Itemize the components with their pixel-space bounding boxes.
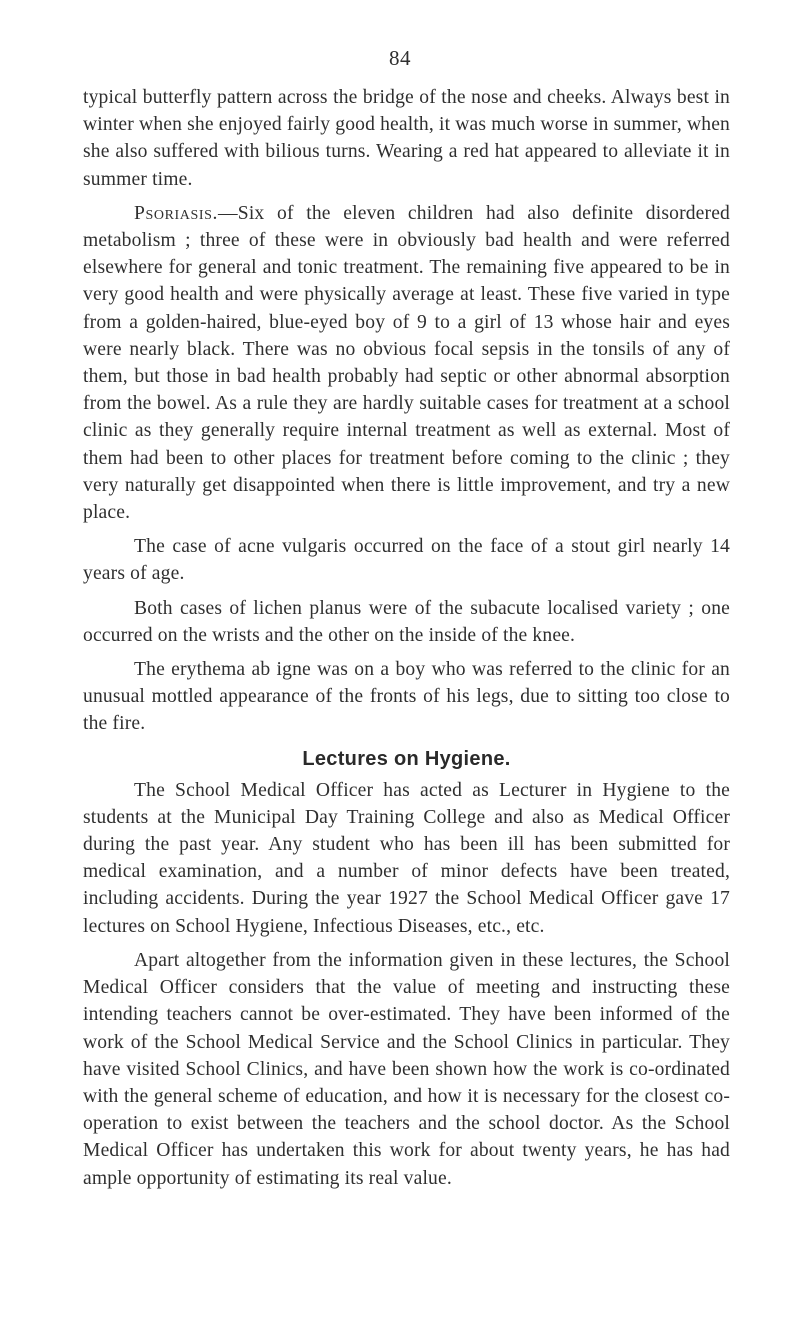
paragraph-butterfly-pattern: typical butterfly pattern across the bridge of the nose and cheeks. Always best in winter when she enjoyed fairly good health, it was much worse in summer, when she also suffered with bilious turns. Wearing a red hat appeared to alleviate it in summer time. (83, 87, 730, 190)
paragraph-lecturer-in-hygiene: The School Medical Officer has acted as Lecturer in Hygiene to the students at the Municipal Day Training College and also as Medical Officer during the past year. Any student who has been ill has been submitted for medical examination, and a number of minor defects have been treated, including accidents. During the year 1927 the School Medical Officer gave 17 lectures on School Hygiene, Infectious Diseases, etc., etc. (83, 779, 730, 937)
paragraph-value-of-lectures: Apart altogether from the information given in these lectures, the School Medical Officer considers that the value of meeting and instructing these intending teachers cannot be over-estimated. They have been informed of the work of the School Medical Service and the School Clinics in particular. They have visited School Clinics, and have been shown how the work is co-ordinated with the general scheme of education, and how it is necessary for the closest co-operation to exist between the teachers and the school doctor. As the School Medical Officer has undertaken this work for about twenty years, he has had ample opportunity of estimating its real value. (83, 949, 730, 1189)
psoriasis-run-in-heading: Psoriasis. (134, 202, 219, 224)
paragraph-psoriasis (83, 200, 730, 526)
paragraph-lichen-planus: Both cases of lichen planus were of the subacute localised variety ; one occurred on the wrists and the other on the inside of the knee. (83, 597, 730, 646)
paragraph-acne-vulgaris: The case of acne vulgaris occurred on the face of a stout girl nearly 14 years of age. (83, 536, 730, 585)
page-body (83, 84, 730, 1192)
paragraph-erythema-ab-igne: The erythema ab igne was on a boy who was referred to the clinic for an unusual mottled appearance of the fronts of his legs, due to sitting too close to the fire. (83, 659, 730, 735)
psoriasis-text: —Six of the eleven children had also definite disordered metabolism ; three of these were in obviously bad health and were referred elsewhere for general and tonic treatment. The remaining five appeared to be in very good health and were physically average at least. These five varied in type from a golden-haired, blue-eyed boy of 9 to a girl of 13 whose hair and eyes were nearly black. There was no obvious focal sepsis in the tonsils of any of them, but those in bad health probably had septic or other abnormal absorption from the bowel. As a rule they are hardly suitable cases for treatment at a school clinic as they generally require internal treatment as well as external. Most of them had been to other places for treatment before coming to the clinic ; they very naturally get disappointed when there is little improvement, and try a new place. (83, 202, 730, 524)
section-heading-lectures-on-hygiene: Lectures on Hygiene. (302, 747, 511, 770)
page-number: 84 (389, 46, 411, 70)
